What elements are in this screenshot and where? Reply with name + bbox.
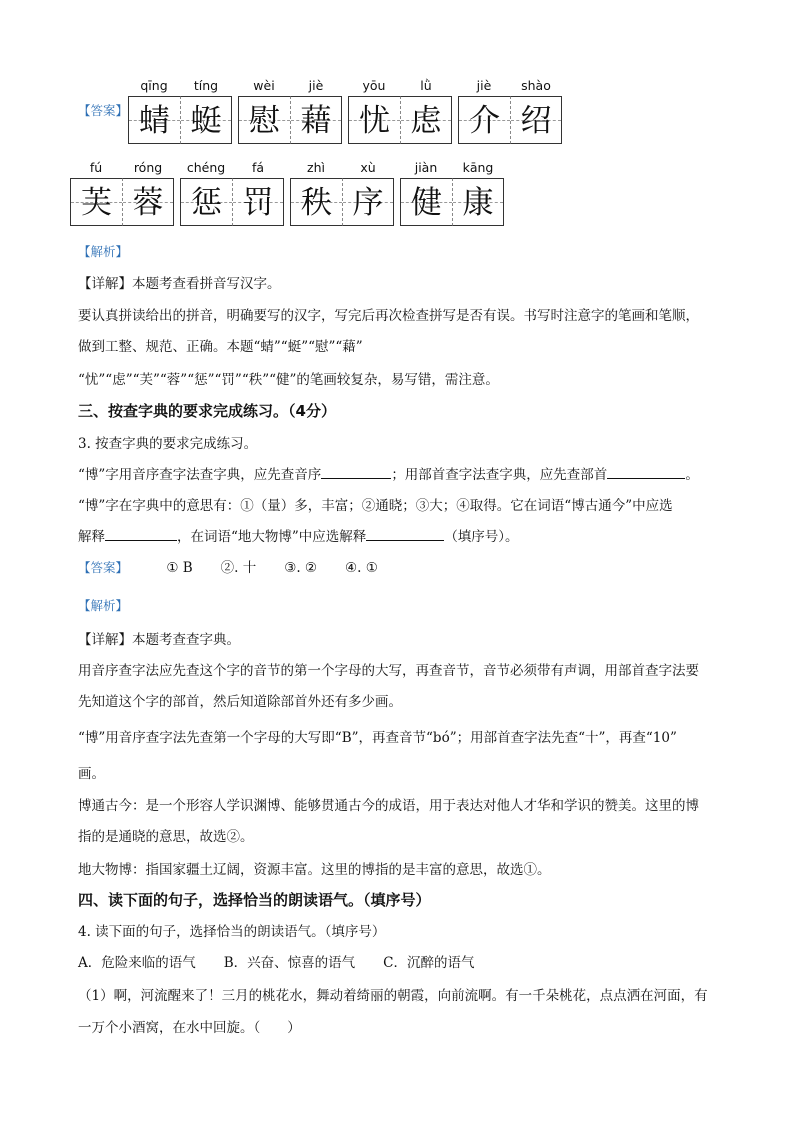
tianzige-box xyxy=(458,96,510,144)
pinyin-label: fú xyxy=(89,160,103,175)
pinyin-label: jiè xyxy=(476,78,492,93)
q4-options xyxy=(78,951,475,971)
tianzige-box xyxy=(400,178,452,226)
analysis-tag-2: 【解析】 xyxy=(78,598,129,613)
section-4-heading: 四、读下面的句子，选择恰当的朗读语气。（填序号） xyxy=(78,891,431,909)
q3-paragraph-1: 用音序查字法应先查这个字的音节的第一个字母的大写，再查音节，音节必须带有声调，用部首查字法要 xyxy=(78,663,699,679)
tianzige-box xyxy=(232,178,284,226)
pinyin-label: shào xyxy=(521,78,551,93)
pinyin-cell xyxy=(458,78,510,144)
q3-detail: 【详解】本题考查查字典。 xyxy=(78,632,240,648)
hanzi-character: 健 xyxy=(411,185,442,221)
pinyin-label: kāng xyxy=(462,160,494,175)
q2-paragraph-3: “忧”“虑”“芙”“蓉”“惩”“罚”“秩”“健”的笔画较复杂，易写错，需注意。 xyxy=(78,372,499,388)
q3-line-1: “博”字用音序查字法查字典，应先查音序 ；用部首查字法查字典，应先查部首 。 xyxy=(78,467,699,483)
q3-paragraph-7: 地大物博：指国家疆土辽阔，资源丰富。这里的博指的是丰富的意思，故选①。 xyxy=(78,862,551,878)
q3-answer-item: ②. 十 xyxy=(220,560,257,576)
hanzi-character: 介 xyxy=(469,103,500,139)
pinyin-cell xyxy=(180,78,232,144)
hanzi-character: 忧 xyxy=(359,103,390,139)
pinyin-word-group xyxy=(400,160,504,226)
pinyin-word-group xyxy=(238,78,342,144)
pinyin-label: lǜ xyxy=(420,78,432,93)
tianzige-box xyxy=(238,96,290,144)
tianzige-box xyxy=(128,96,180,144)
section-3-heading: 三、按查字典的要求完成练习。（4分） xyxy=(78,402,336,420)
q3-paragraph-3: “博”用音序查字法先查第一个字母的大写即“B”，再查音节“bó”；用部首查字法先查“十”，再查“10” xyxy=(78,730,677,746)
tianzige-box xyxy=(342,178,394,226)
pinyin-cell xyxy=(290,78,342,144)
pinyin-label: tíng xyxy=(193,78,219,93)
q3-answer-item: ④. ① xyxy=(345,560,378,576)
tianzige-box xyxy=(452,178,504,226)
pinyin-label: yōu xyxy=(362,78,386,93)
answer-blank-4[interactable] xyxy=(366,528,444,541)
q3-paragraph-6: 指的是通晓的意思，故选②。 xyxy=(78,829,254,845)
detail-tag: 【详解】 xyxy=(78,276,132,292)
q3-title: 3. 按查字典的要求完成练习。 xyxy=(78,436,258,452)
hanzi-character: 序 xyxy=(352,185,384,221)
pinyin-cell xyxy=(342,160,394,226)
answer-blank-3[interactable] xyxy=(105,528,177,541)
pinyin-word-group xyxy=(180,160,284,226)
answer-tag: 【答案】 xyxy=(78,103,129,118)
tianzige-box xyxy=(290,96,342,144)
tianzige-box xyxy=(400,96,452,144)
pinyin-cell xyxy=(452,160,504,226)
pinyin-label: chéng xyxy=(186,160,226,175)
hanzi-character: 虑 xyxy=(410,103,442,139)
q3-paragraph-2: 先知道这个字的部首，然后知道除部首外还有多少画。 xyxy=(78,694,402,710)
pinyin-label: fá xyxy=(251,160,265,175)
tianzige-box xyxy=(122,178,174,226)
detail-tag-2: 【详解】 xyxy=(78,632,132,648)
hanzi-character: 蜓 xyxy=(190,103,222,139)
q3-line-2: “博”字在字典中的意思有：①（量）多，丰富；②通晓；③大；④取得。它在词语“博古通今”中应选 xyxy=(78,498,673,514)
tianzige-box xyxy=(180,178,232,226)
q4-option-c: C．沉醉的语气 xyxy=(383,955,475,971)
pinyin-cell xyxy=(510,78,562,144)
pinyin-cell xyxy=(122,160,174,226)
pinyin-label: róng xyxy=(133,160,163,175)
q4-sentence-1a: （1）啊，河流醒来了！三月的桃花水，舞动着绮丽的朝霞，向前流啊。有一千朵桃花，点点洒在河面，有 xyxy=(78,988,708,1004)
pinyin-word-group xyxy=(128,78,232,144)
pinyin-label: qīng xyxy=(140,78,168,93)
tianzige-box xyxy=(70,178,122,226)
pinyin-word-group xyxy=(348,78,452,144)
pinyin-cell xyxy=(400,160,452,226)
pinyin-label: jiàn xyxy=(414,160,438,175)
pinyin-cell xyxy=(180,160,232,226)
hanzi-character: 惩 xyxy=(191,185,222,221)
hanzi-character: 芙 xyxy=(81,185,112,221)
q3-answer-item: ① B xyxy=(166,560,193,576)
answer-blank-2[interactable] xyxy=(607,466,685,479)
answer-blank-1[interactable] xyxy=(321,466,391,479)
pinyin-cell xyxy=(128,78,180,144)
pinyin-label: xù xyxy=(360,160,376,175)
q3-answer-item: ③. ② xyxy=(284,560,318,576)
pinyin-cell xyxy=(400,78,452,144)
pinyin-cell xyxy=(290,160,342,226)
pinyin-word-group xyxy=(458,78,562,144)
hanzi-character: 蜻 xyxy=(139,103,170,139)
q4-option-a: A．危险来临的语气 xyxy=(78,955,196,971)
pinyin-cell xyxy=(238,78,290,144)
pinyin-word-group xyxy=(70,160,174,226)
tianzige-box xyxy=(510,96,562,144)
pinyin-cell xyxy=(70,160,122,226)
q3-paragraph-5: 博通古今：是一个形容人学识渊博、能够贯通古今的成语，用于表达对他人才华和学识的赞美。这里的博 xyxy=(78,798,699,814)
tianzige-box xyxy=(290,178,342,226)
hanzi-character: 秩 xyxy=(301,185,332,221)
pinyin-cell xyxy=(232,160,284,226)
pinyin-label: jiè xyxy=(308,78,324,93)
tianzige-box xyxy=(348,96,400,144)
answer-tag-2: 【答案】 xyxy=(78,560,129,575)
hanzi-character: 慰 xyxy=(249,103,280,139)
hanzi-character: 罚 xyxy=(242,185,274,221)
pinyin-word-group xyxy=(290,160,394,226)
hanzi-character: 蓉 xyxy=(132,185,164,221)
q4-title: 4. 读下面的句子，选择恰当的朗读语气。（填序号） xyxy=(78,924,386,940)
q2-paragraph-1: 要认真拼读给出的拼音，明确要写的汉字，写完后再次检查拼写是否有误。书写时注意字的笔画和笔顺， xyxy=(78,308,699,324)
q3-paragraph-4: 画。 xyxy=(78,766,105,782)
q2-paragraph-2: 做到工整、规范、正确。本题“蜻”“蜓”“慰”“藉” xyxy=(78,339,363,355)
hanzi-character: 康 xyxy=(462,185,494,221)
pinyin-label: zhì xyxy=(307,160,325,175)
hanzi-character: 绍 xyxy=(520,103,552,139)
q4-sentence-1b: 一万个小酒窝，在水中回旋。（ ） xyxy=(78,1020,301,1036)
pinyin-label: wèi xyxy=(253,78,275,93)
tianzige-box xyxy=(180,96,232,144)
q2-detail: 【详解】本题考查看拼音写汉字。 xyxy=(78,276,281,292)
q3-answer xyxy=(78,556,406,576)
analysis-tag: 【解析】 xyxy=(78,244,129,259)
q3-line-3: 解释 ，在词语“地大物博”中应选解释 （填序号）。 xyxy=(78,529,519,545)
q4-option-b: B．兴奋、惊喜的语气 xyxy=(223,955,356,971)
q3-answer-items xyxy=(166,560,406,576)
pinyin-cell xyxy=(348,78,400,144)
hanzi-character: 藉 xyxy=(300,103,332,139)
